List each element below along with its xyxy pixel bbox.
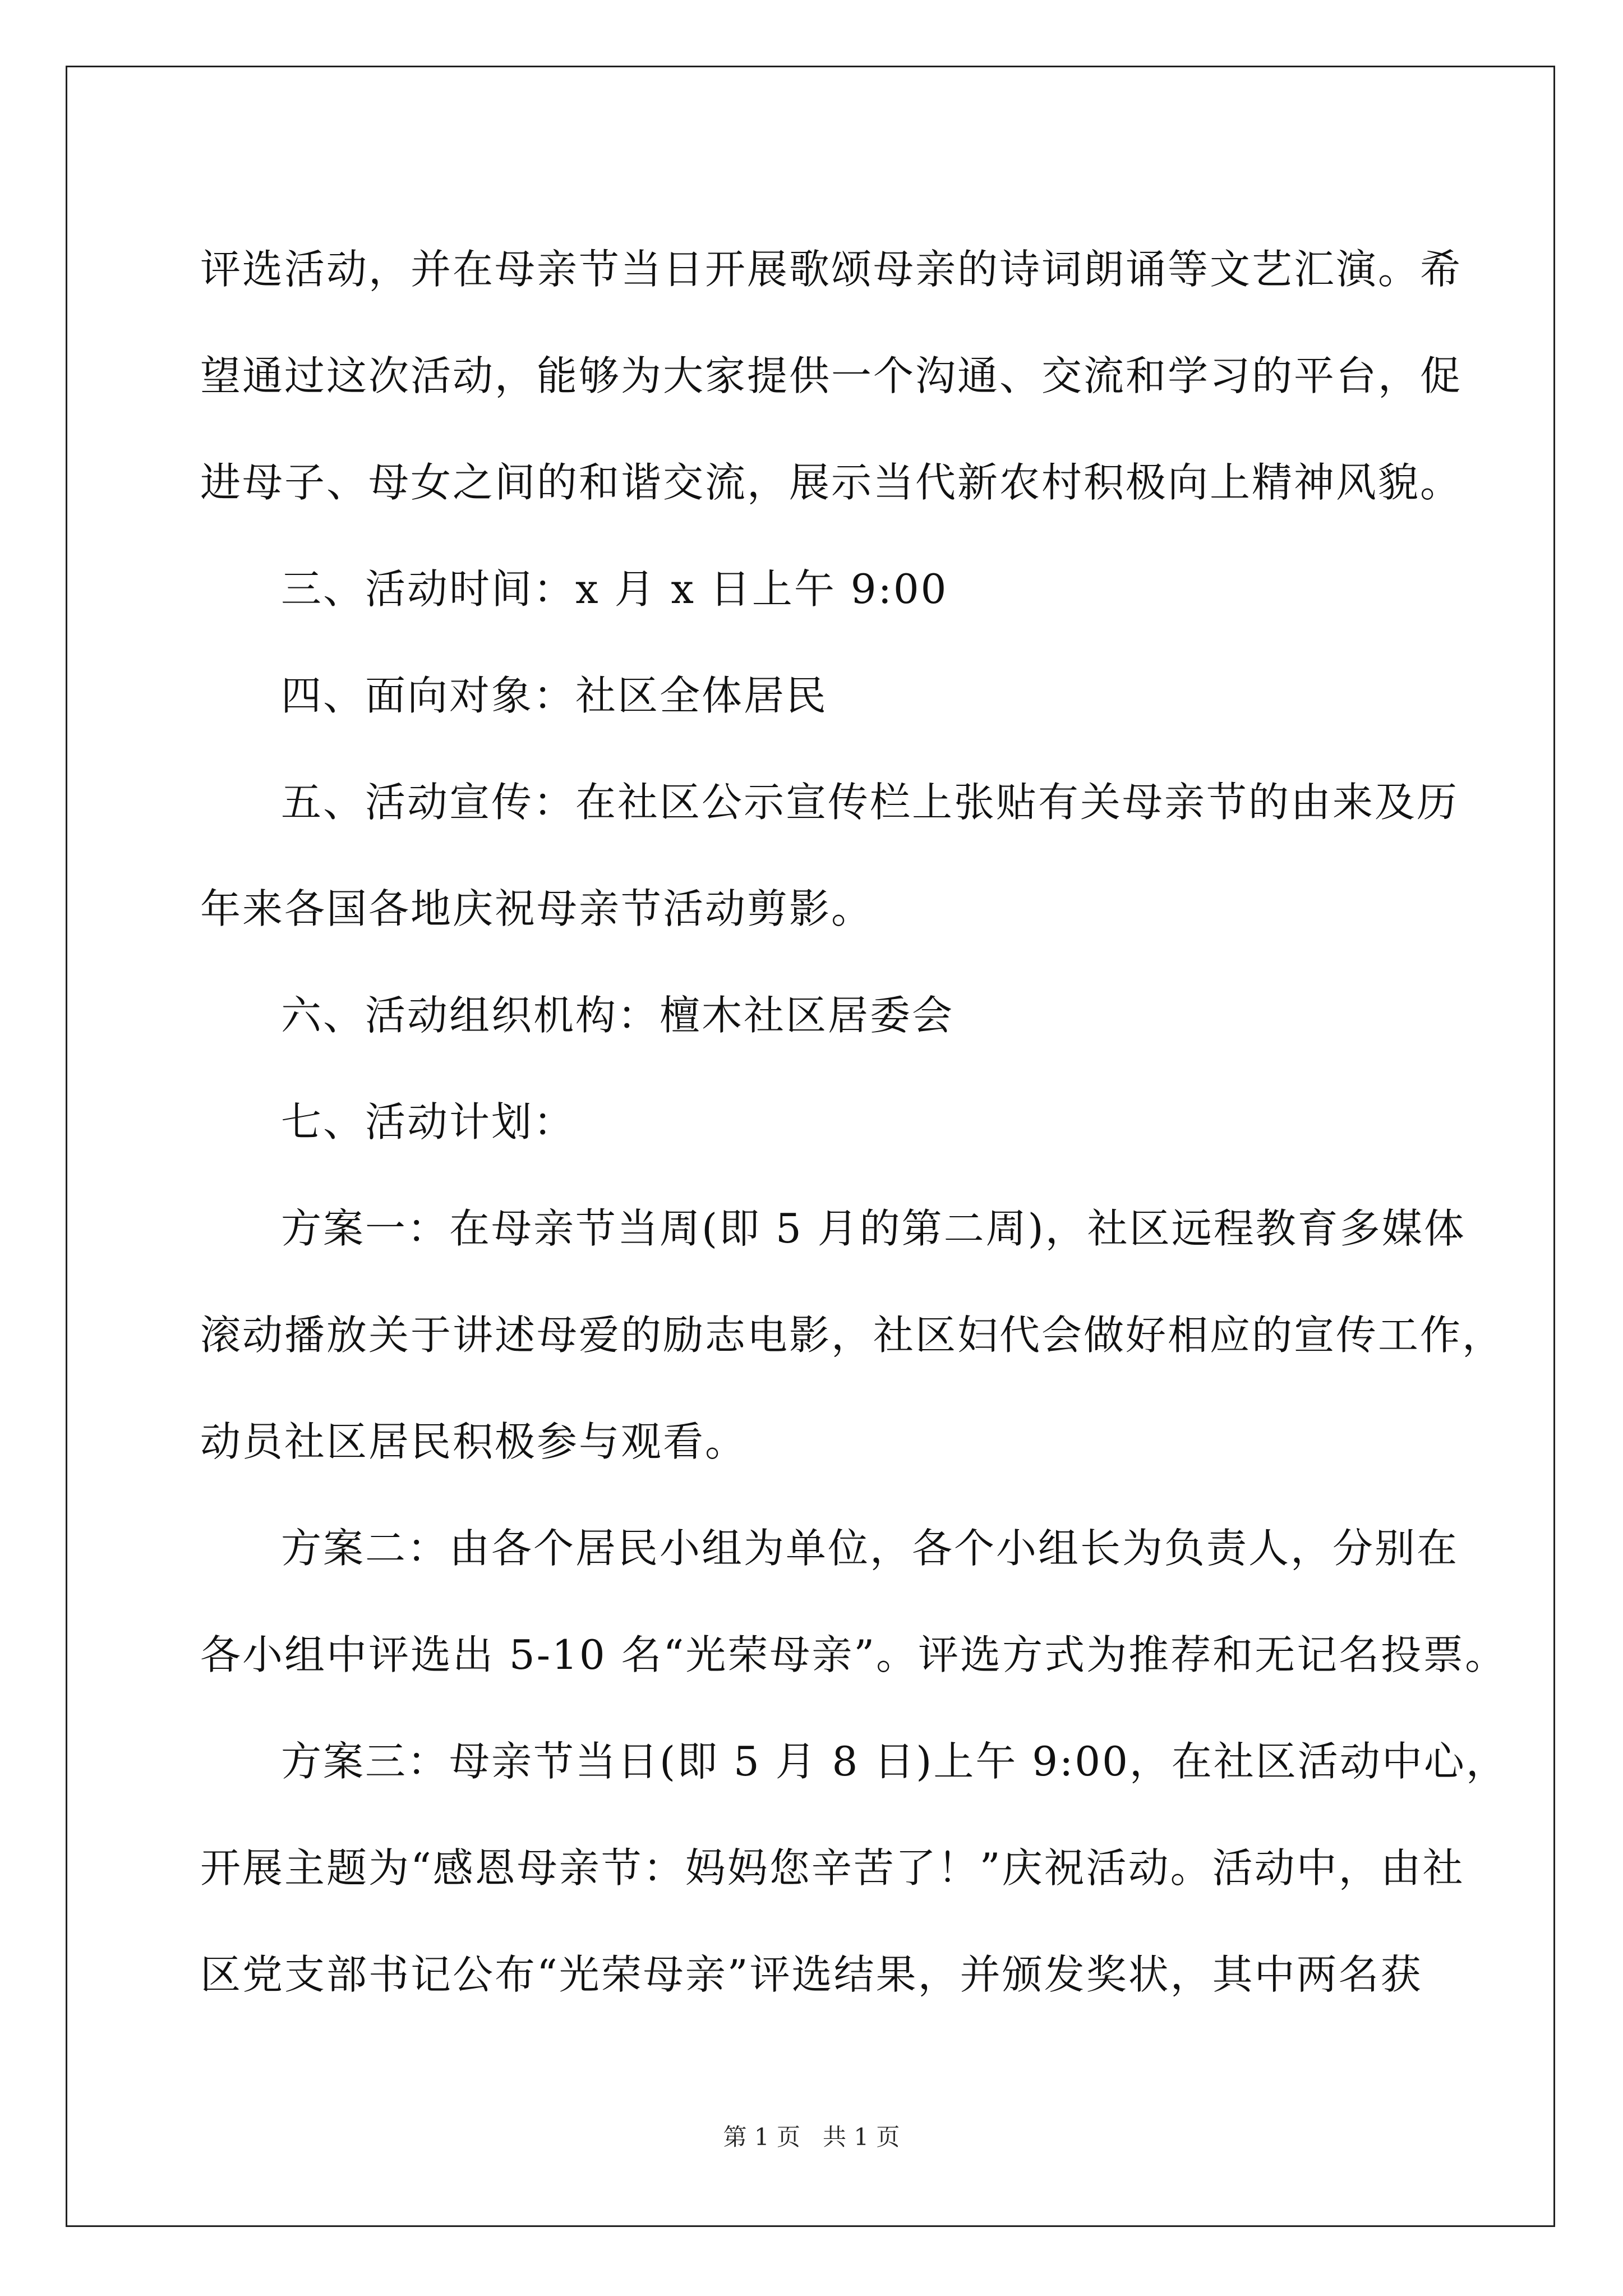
text-line: 动员社区居民积极参与观看。 <box>200 1418 748 1465</box>
page-number-total: 共 1 页 <box>823 2123 900 2151</box>
page-number-current: 第 1 页 <box>723 2123 800 2151</box>
text-line-indented: 五、活动宣传：在社区公示宣传栏上张贴有关母亲节的由来及历 <box>281 779 1459 826</box>
text-line-indented: 六、活动组织机构：檀木社区居委会 <box>281 992 955 1039</box>
document-body <box>200 216 1508 2028</box>
text-line-indented: 方案一：在母亲节当周(即 5 月的第二周)，社区远程教育多媒体 <box>281 1205 1466 1252</box>
text-line: 评选活动，并在母亲节当日开展歌颂母亲的诗词朗诵等文艺汇演。希 <box>200 246 1463 293</box>
text-line: 望通过这次活动，能够为大家提供一个沟通、交流和学习的平台，促 <box>200 352 1463 399</box>
text-line: 区党支部书记公布“光荣母亲”评选结果，并颁发奖状，其中两名获 <box>200 1951 1423 1998</box>
text-line: 年来各国各地庆祝母亲节活动剪影。 <box>200 885 874 932</box>
page-footer <box>0 2120 1623 2154</box>
text-line: 开展主题为“感恩母亲节：妈妈您辛苦了！”庆祝活动。活动中，由社 <box>200 1844 1465 1892</box>
text-line-indented: 七、活动计划： <box>281 1098 576 1145</box>
text-line: 各小组中评选出 5-10 名“光荣母亲”。评选方式为推荐和无记名投票。 <box>200 1631 1507 1678</box>
text-line-indented: 方案三：母亲节当日(即 5 月 8 日)上午 9:00，在社区活动中心， <box>281 1738 1508 1785</box>
text-line: 滚动播放关于讲述母爱的励志电影，社区妇代会做好相应的宣传工作， <box>200 1312 1505 1359</box>
text-line: 进母子、母女之间的和谐交流，展示当代新农村积极向上精神风貌。 <box>200 459 1463 506</box>
text-line-indented: 三、活动时间：x 月 x 日上午 9:00 <box>281 565 948 613</box>
text-line-indented: 方案二：由各个居民小组为单位，各个小组长为负责人，分别在 <box>281 1525 1459 1572</box>
text-line-indented: 四、面向对象：社区全体居民 <box>281 672 828 719</box>
